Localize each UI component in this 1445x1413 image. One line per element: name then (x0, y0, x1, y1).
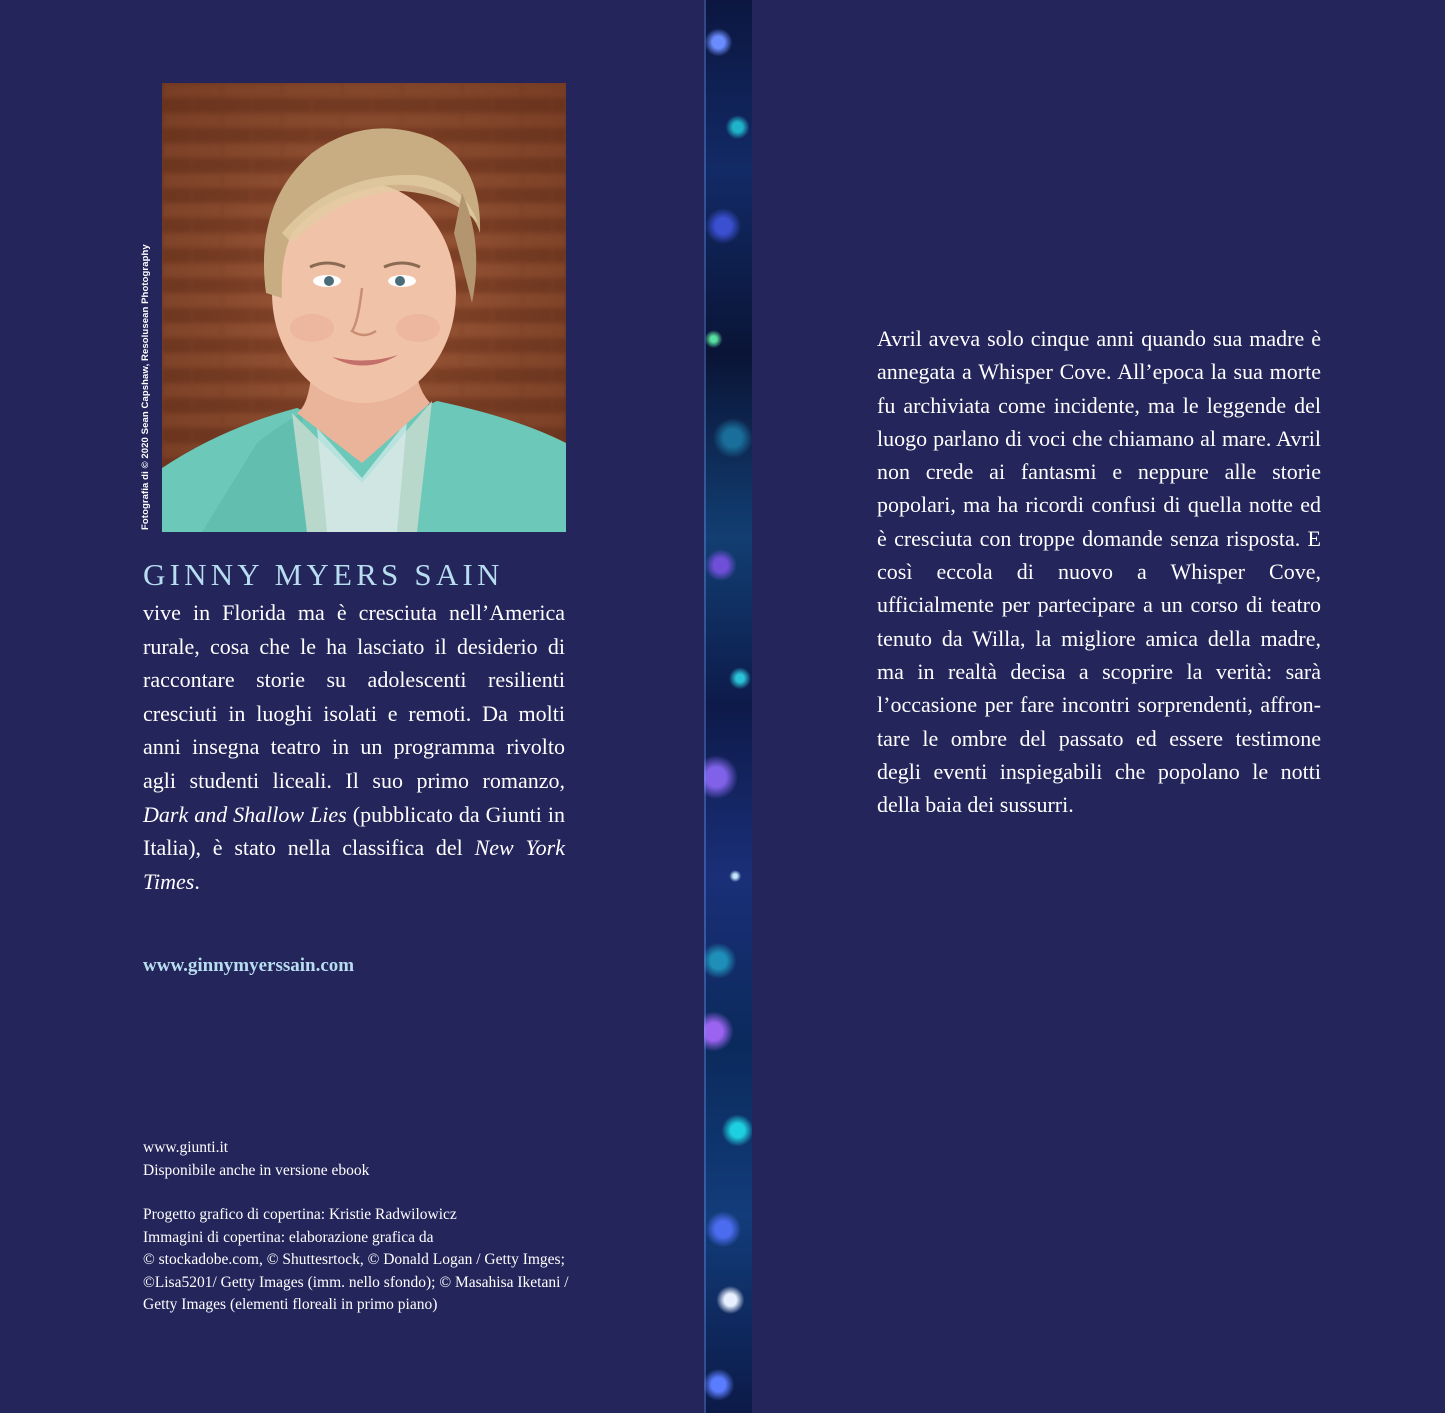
book-synopsis: Avril aveva solo cinque anni quando sua madre è annegata a Whisper Cove. All’epoca la sua morte fu archiviata come incidente, ma le leggende del luogo parlano di voci che chiamano al mare. Avril non crede ai fantasmi e neppure alle storie popolari, ma ha ricordi confusi di quella notte ed è cresciuta con troppe domande senza risposta. E così eccola di nuovo a Whisper Cove, ufficialmente per partecipare a un corso di teatro tenuto da Willa, la migliore amica della madre, ma in realtà decisa a scoprire la verità: sarà l’occasione per fare incontri sorprendenti, affrontare le ombre del passato ed essere testimone degli eventi inspiegabili che popolano le notti della baia dei sussurri. (877, 326, 1321, 818)
floral-spine-strip (704, 0, 752, 1413)
cover-credit-line: ©Lisa5201/ Getty Images (imm. nello sfondo); © Masahisa Iketani / (143, 1273, 569, 1291)
publisher-credits (143, 1137, 583, 1317)
bio-book-title: Dark and Shallow Lies (143, 801, 347, 827)
cover-credit-line: © stockadobe.com, © Shuttesrtock, © Donald Logan / Getty Imges; (143, 1251, 565, 1268)
spine-edge (704, 0, 706, 1413)
bio-text-end: . (194, 868, 200, 894)
bio-newspaper: New York Times (143, 835, 566, 894)
credits-spacer (143, 1182, 583, 1204)
author-photo (162, 83, 566, 532)
author-bio (143, 596, 565, 898)
photo-credit: Fotografia di © 2020 Sean Capshaw, Resolusean Photography (140, 244, 151, 530)
author-website-link[interactable]: www.ginnymyerssain.com (143, 955, 355, 976)
ebook-note: Disponibile anche in versione ebook (143, 1161, 370, 1179)
author-name: GINNY MYERS SAIN (143, 557, 504, 592)
cover-credit-line: Getty Images (elementi floreali in primo piano) (143, 1296, 438, 1313)
publisher-website-link[interactable]: www.giunti.it (143, 1139, 229, 1156)
cover-credit-line: Immagini di copertina: elaborazione grafica da (143, 1228, 434, 1246)
cover-credit-line: Progetto grafico di copertina: Kristie Radwilowicz (143, 1206, 457, 1223)
bio-text-middle: (pubblicato da Giunti in Italia), è stato nella classifica del (143, 801, 565, 861)
author-portrait-illustration (162, 83, 566, 532)
bio-text-start: vive in Florida ma è cresciuta nell’America rurale, cosa che le ha lasciato il desiderio di raccontare storie su adolescenti resilienti cresciuti in luoghi isolati e remoti. Da molti anni insegna teatro in un programma rivolto agli studenti liceali. Il suo primo romanzo, (143, 600, 565, 793)
